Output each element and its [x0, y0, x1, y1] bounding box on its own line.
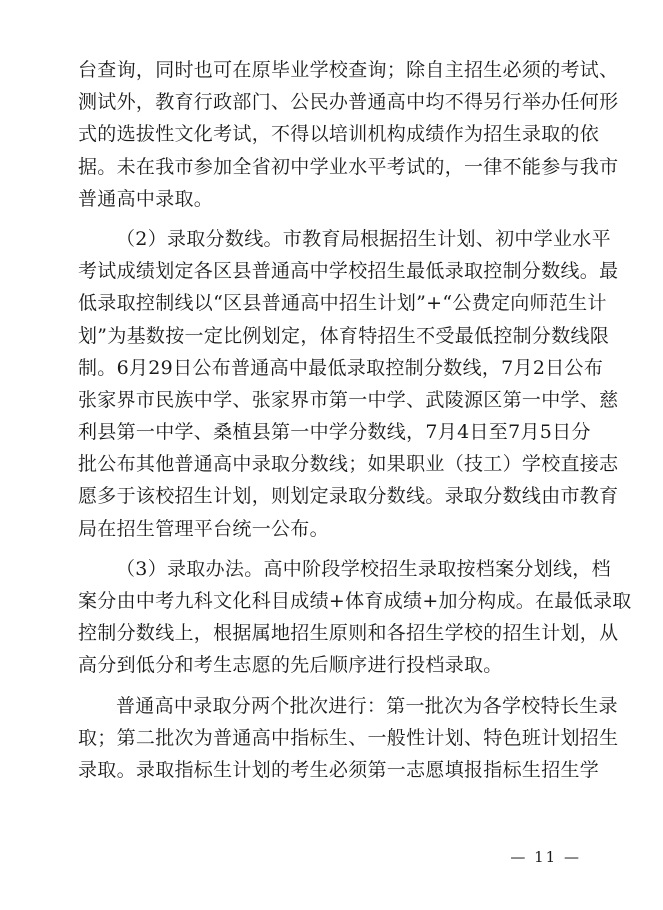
text-line: 划”为基数按一定比例划定，体育特招生不受最低控制分数线限: [78, 324, 610, 347]
text-line: 普通高中录取分两个批次进行：第一批次为各学校特长生录: [116, 694, 618, 717]
text-line: 低录取控制线以“区县普通高中招生计划”+“公费定向师范生计: [78, 292, 607, 315]
paragraph: [78, 553, 632, 682]
paragraph: [78, 223, 619, 545]
page-number: — 11 —: [510, 848, 581, 866]
text-line: （2）录取分数线。市教育局根据招生计划、初中学业水平: [116, 227, 611, 250]
text-line: 取；第二批次为普通高中指标生、一般性计划、特色班计划招生: [78, 726, 619, 749]
text-line: 考试成绩划定各区县普通高中学校招生最低录取控制分数线。最: [78, 260, 619, 283]
body-text: [78, 54, 632, 786]
text-line: 愿多于该校招生计划，则划定录取分数线。录取分数线由市教育: [78, 485, 619, 508]
text-line: 批公布其他普通高中录取分数线；如果职业（技工）学校直接志: [78, 453, 619, 476]
text-line: 据。未在我市参加全省初中学业水平考试的，一律不能参与我市: [78, 155, 619, 178]
text-line: （3）录取办法。高中阶段学校招生录取按档案分划线，档: [116, 557, 611, 580]
text-line: 案分由中考九科文化科目成绩+体育成绩+加分构成。在最低录取: [78, 590, 632, 612]
text-line: 台查询，同时也可在原毕业学校查询；除自主招生必须的考试、: [78, 59, 619, 81]
text-line: 控制分数线上，根据属地招生原则和各招生学校的招生计划，从: [78, 622, 619, 645]
text-line: 测试外，教育行政部门、公民办普通高中均不得另行举办任何形: [78, 91, 619, 114]
paragraph: [78, 690, 619, 787]
text-line: 高分到低分和考生志愿的先后顺序进行投档录取。: [78, 654, 503, 677]
text-line: 张家界市民族中学、张家界市第一中学、武陵源区第一中学、慈: [78, 388, 619, 411]
text-line: 式的选拔性文化考试，不得以培训机构成绩作为招生录取的依: [78, 123, 600, 146]
text-line: 制。6月29日公布普通高中最低录取控制分数线，7月2日公布: [78, 356, 604, 379]
paragraph: [78, 54, 619, 215]
text-line: 利县第一中学、桑植县第一中学分数线，7月4日至7月5日分: [78, 421, 591, 444]
text-line: 局在招生管理平台统一公布。: [78, 517, 329, 540]
text-line: 普通高中录取。: [78, 187, 214, 210]
text-line: 录取。录取指标生计划的考生必须第一志愿填报指标生招生学: [78, 758, 600, 781]
